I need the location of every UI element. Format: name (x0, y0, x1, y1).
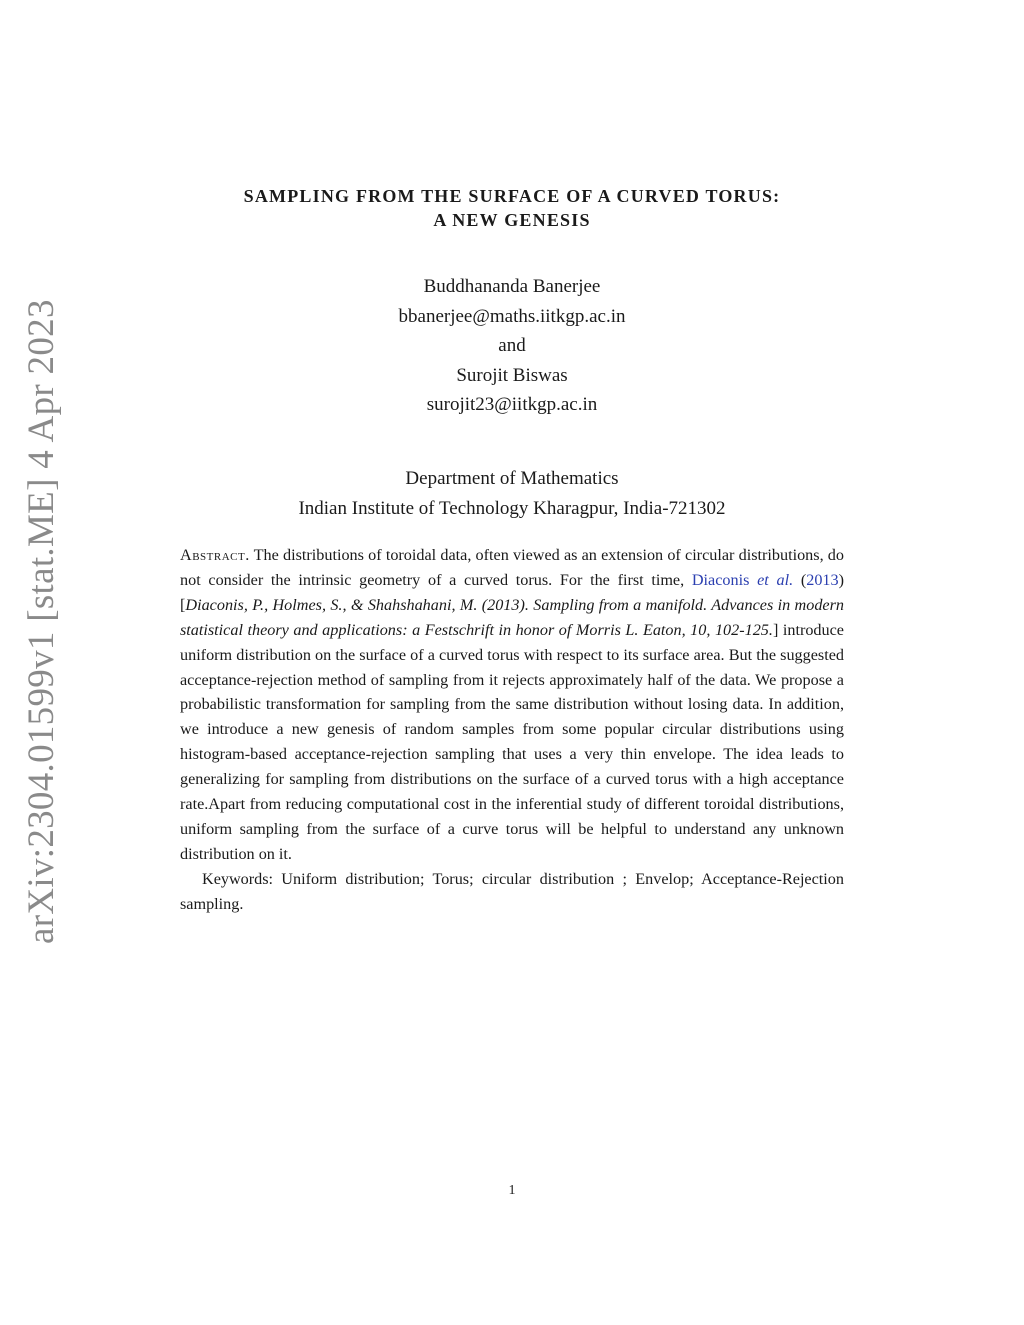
author-2-email: surojit23@iitkgp.ac.in (426, 394, 598, 415)
author-conjunction: and (498, 335, 526, 356)
abstract-section (180, 543, 844, 917)
inline-reference: Diaconis, P., Holmes, S., & Shahshahani, M. (2013). Sampling from a manifold. Advances in modern statistical theory and applications: a Festschrift in honor of Morris L. Eaton, 10, 102-125. (180, 595, 844, 639)
page-number: 1 (508, 1183, 516, 1198)
arxiv-identifier-stamp: arXiv:2304.01599v1 [stat.ME] 4 Apr 2023 (21, 299, 62, 944)
citation-link-year[interactable]: 2013 (806, 570, 839, 589)
title-line-1: SAMPLING FROM THE SURFACE OF A CURVED TORUS: (243, 186, 781, 206)
affiliation-block (162, 464, 862, 523)
abstract-intro: The distributions of toroidal data, often viewed as an extension of circular distributions, do not consider the intrinsic geometry of a curved torus. For the first time, (180, 546, 844, 589)
citation-year-close: )[ (180, 570, 844, 614)
citation-link-etal[interactable]: et al. (757, 570, 794, 589)
abstract-heading: Abstract. (180, 546, 250, 564)
abstract-paragraph (180, 543, 844, 867)
author-2-name: Surojit Biswas (456, 364, 568, 386)
paper-title (150, 184, 874, 232)
citation-year-open: ( (793, 570, 807, 589)
department-name: Department of Mathematics (405, 468, 619, 489)
abstract-body: ] introduce uniform distribution on the surface of a curved torus with respect to its surface area. But the suggested acceptance-rejection method of sampling from it rejects approximately half of the data. We propose a probabilistic transformation for sampling from the same distribution without losing data. In addition, we introduce a new genesis of random samples from some popular circular distributions using histogram-based acceptance-rejection sampling that uses a very thin envelope. The idea leads to generalizing for sampling from distributions on the surface of a curved torus with a high acceptance rate.Apart from reducing computational cost in the inferential study of different toroidal distributions, uniform sampling from the surface of a curve torus will be helpful to understand any unknown distribution on it. (180, 620, 844, 863)
institute-name: Indian Institute of Technology Kharagpur, India-721302 (298, 497, 726, 519)
keywords-paragraph: Keywords: Uniform distribution; Torus; circular distribution ; Envelop; Acceptance-Rejection sampling. (180, 869, 844, 913)
author-1-email: bbanerjee@maths.iitkgp.ac.in (398, 305, 626, 327)
title-line-2: A NEW GENESIS (433, 210, 591, 230)
author-1-name: Buddhananda Banerjee (423, 276, 601, 297)
author-block (212, 272, 812, 420)
citation-link-author[interactable]: Diaconis (691, 570, 758, 589)
